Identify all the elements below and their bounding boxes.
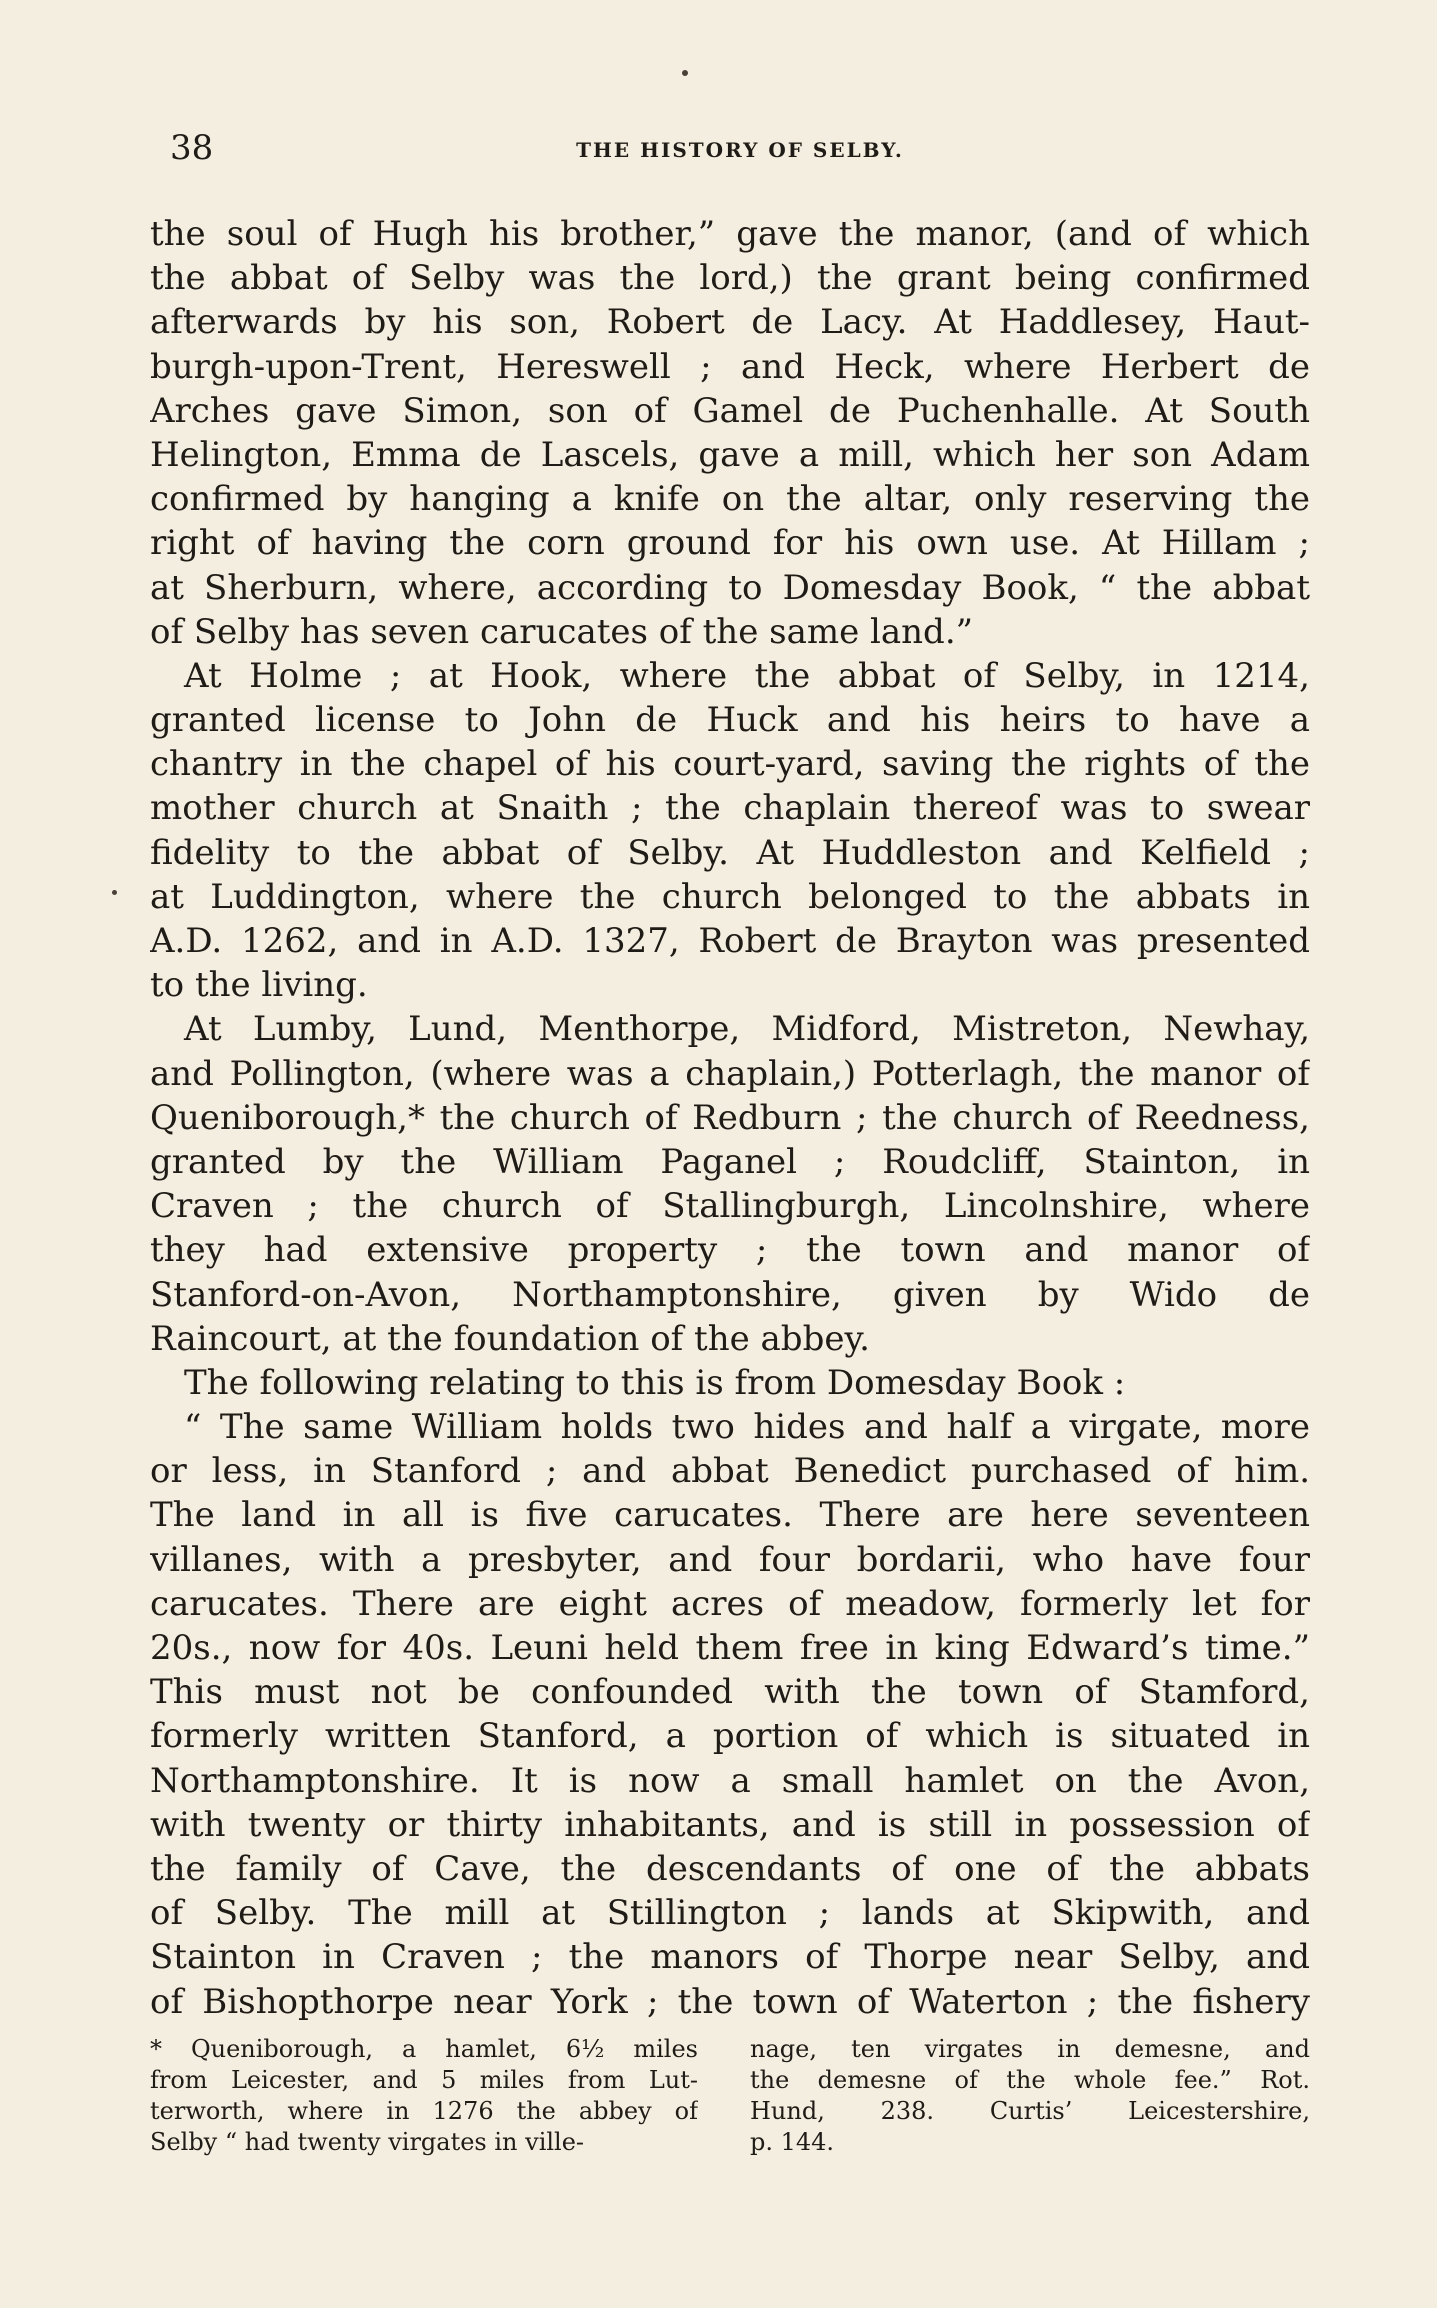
- text-line: Arches gave Simon, son of Gamel de Puchenhalle. At South: [150, 390, 1310, 431]
- body-text: [150, 212, 1310, 2024]
- text-line: Helington, Emma de Lascels, gave a mill, which her son Adam: [150, 434, 1310, 475]
- text-line: mother church at Snaith ; the chaplain thereof was to swear: [150, 788, 1310, 829]
- text-line: of Bishopthorpe near York ; the town of Waterton ; the fishery: [150, 1981, 1310, 2022]
- footnote-line: terworth, where in 1276 the abbey of: [150, 2097, 698, 2125]
- text-line: granted by the William Paganel ; Roudcliff, Stainton, in: [150, 1141, 1310, 1182]
- text-line: carucates. There are eight acres of meadow, formerly let for: [150, 1583, 1310, 1624]
- text-line: to the living.: [150, 965, 368, 1006]
- footnote-line: * Queniborough, a hamlet, 6½ miles: [150, 2035, 698, 2063]
- text-line: The following relating to this is from Domesday Book :: [184, 1362, 1126, 1403]
- footnote-line: the demesne of the whole fee.” Rot.: [750, 2066, 1310, 2094]
- text-line: or less, in Stanford ; and abbat Benedict purchased of him.: [150, 1451, 1310, 1492]
- text-line: 20s., now for 40s. Leuni held them free in king Edward’s time.”: [150, 1628, 1310, 1668]
- text-line: afterwards by his son, Robert de Lacy. At Haddlesey, Haut-: [150, 302, 1310, 343]
- text-line: of Selby. The mill at Stillington ; lands at Skipwith, and: [150, 1893, 1310, 1934]
- text-line: Northamptonshire. It is now a small hamlet on the Avon,: [150, 1760, 1310, 1801]
- text-line: with twenty or thirty inhabitants, and is still in possession of: [150, 1804, 1310, 1845]
- page-header: [170, 126, 1310, 170]
- text-line: at Luddington, where the church belonged to the abbats in: [150, 876, 1310, 917]
- text-line: chantry in the chapel of his court-yard, saving the rights of the: [150, 744, 1310, 785]
- text-line: At Lumby, Lund, Menthorpe, Midford, Mistreton, Newhay,: [184, 1009, 1310, 1050]
- text-line: “ The same William holds two hides and half a virgate, more: [184, 1407, 1310, 1448]
- footnote-line: nage, ten virgates in demesne, and: [750, 2035, 1310, 2063]
- footnote-line: Selby “ had twenty virgates in ville-: [150, 2128, 585, 2156]
- text-line: A.D. 1262, and in A.D. 1327, Robert de Brayton was presented: [150, 921, 1310, 961]
- text-line: Stanford-on-Avon, Northamptonshire, given by Wido de: [150, 1274, 1310, 1315]
- text-line: granted license to John de Huck and his heirs to have a: [150, 700, 1310, 741]
- text-line: at Sherburn, where, according to Domesday Book, “ the abbat: [150, 567, 1310, 608]
- text-line: villanes, with a presbyter, and four bordarii, who have four: [150, 1539, 1310, 1580]
- footnote-line: Hund, 238. Curtis’ Leicestershire,: [750, 2097, 1310, 2125]
- footnotes: [150, 2034, 1310, 2174]
- text-line: This must not be confounded with the town of Stamford,: [150, 1672, 1310, 1713]
- footnote-line: from Leicester, and 5 miles from Lut-: [150, 2066, 698, 2094]
- text-line: The land in all is five carucates. There are here seventeen: [150, 1495, 1310, 1536]
- text-line: Craven ; the church of Stallingburgh, Lincolnshire, where: [150, 1186, 1310, 1227]
- text-line: Raincourt, at the foundation of the abbey.: [150, 1318, 870, 1359]
- text-line: the soul of Hugh his brother,” gave the manor, (and of which: [150, 214, 1310, 254]
- text-line: Queniborough,* the church of Redburn ; the church of Reedness,: [150, 1097, 1310, 1138]
- text-line: confirmed by hanging a knife on the altar, only reserving the: [150, 479, 1310, 520]
- text-line: At Holme ; at Hook, where the abbat of Selby, in 1214,: [184, 655, 1310, 696]
- text-line: of Selby has seven carucates of the same land.”: [150, 611, 974, 652]
- text-line: the family of Cave, the descendants of one of the abbats: [150, 1848, 1310, 1889]
- running-title: THE HISTORY OF SELBY.: [576, 138, 904, 162]
- footnote-column-left: [150, 2034, 698, 2158]
- text-line: and Pollington, (where was a chaplain,) Potterlagh, the manor of: [150, 1053, 1310, 1094]
- text-line: the abbat of Selby was the lord,) the grant being confirmed: [150, 258, 1310, 299]
- page-number: 38: [170, 128, 214, 168]
- text-line: right of having the corn ground for his own use. At Hillam ;: [150, 523, 1310, 564]
- footnote-line: p. 144.: [750, 2128, 835, 2156]
- text-line: fidelity to the abbat of Selby. At Huddleston and Kelfield ;: [150, 832, 1310, 873]
- ink-speck: [682, 70, 688, 76]
- text-line: burgh-upon-Trent, Hereswell ; and Heck, where Herbert de: [150, 346, 1310, 387]
- text-line: Stainton in Craven ; the manors of Thorpe near Selby, and: [150, 1937, 1310, 1978]
- ink-speck: [112, 890, 117, 895]
- text-line: formerly written Stanford, a portion of which is situated in: [150, 1716, 1310, 1757]
- text-line: they had extensive property ; the town and manor of: [150, 1230, 1310, 1271]
- footnote-column-right: [750, 2034, 1310, 2158]
